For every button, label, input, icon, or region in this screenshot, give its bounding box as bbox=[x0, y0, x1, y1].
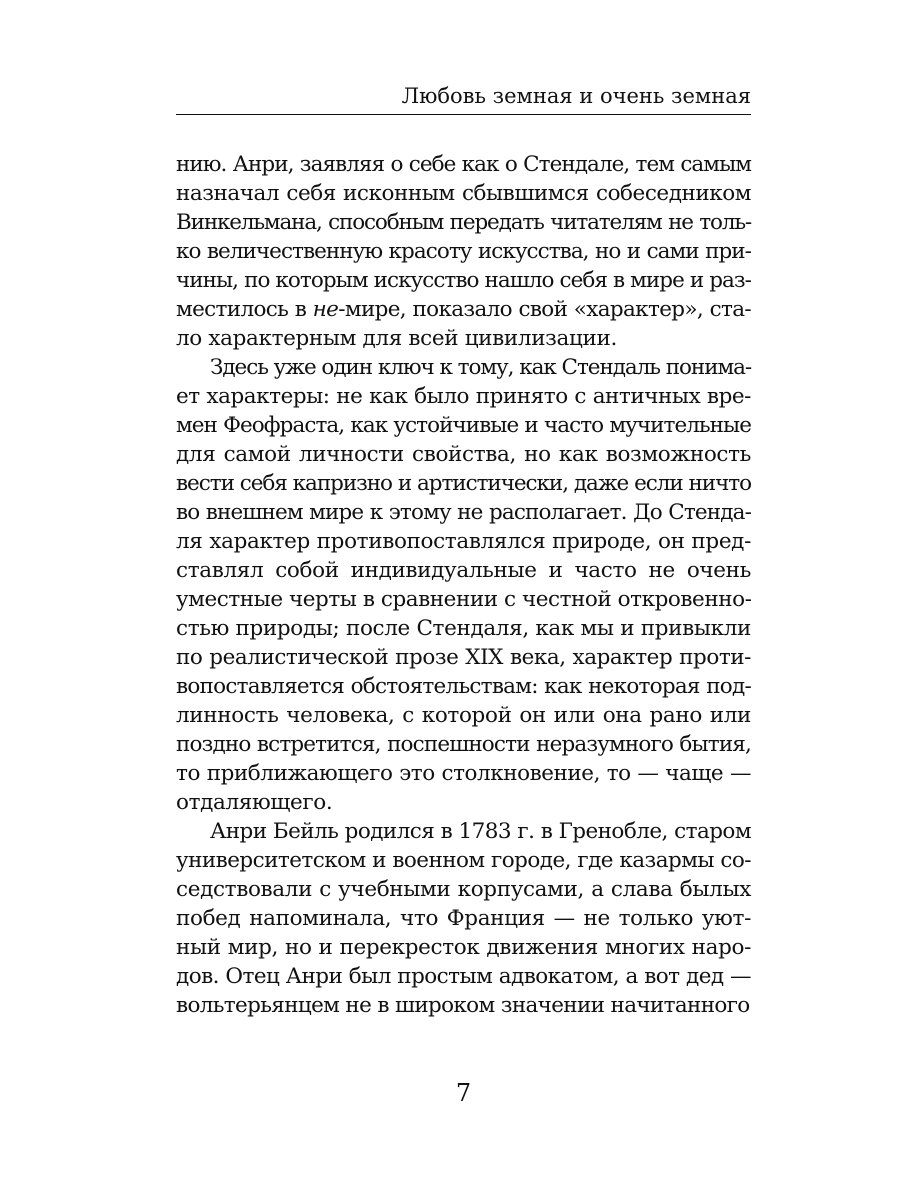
text-line bbox=[176, 962, 751, 991]
text-segment: чины, по которым искусство нашло себя в мире и раз- bbox=[176, 268, 751, 293]
text-segment: дов. Отец Анри был простым адвокатом, а вот дед — bbox=[176, 964, 751, 989]
header-rule bbox=[176, 114, 751, 115]
text-segment: ставлял собой индивидуальные и часто не очень bbox=[176, 558, 751, 583]
text-line bbox=[176, 730, 751, 759]
text-segment: -мире, показало свой «характер», ста- bbox=[338, 297, 751, 322]
text-line bbox=[176, 266, 751, 295]
text-segment: Винкельмана, способным передать читателям не толь- bbox=[176, 210, 751, 235]
text-line bbox=[176, 324, 751, 353]
text-segment: побед напоминала, что Франция — не только уют- bbox=[176, 906, 751, 931]
text-line bbox=[176, 614, 751, 643]
text-line bbox=[176, 353, 751, 382]
text-line bbox=[176, 498, 751, 527]
text-line bbox=[176, 295, 751, 324]
text-segment: по реалистической прозе XIX века, характер проти- bbox=[176, 645, 751, 670]
text-line bbox=[176, 846, 751, 875]
text-line bbox=[176, 904, 751, 933]
text-line bbox=[176, 556, 751, 585]
text-line bbox=[176, 788, 751, 817]
text-segment: Здесь уже один ключ к тому, как Стендаль понима- bbox=[210, 355, 752, 380]
text-segment: Анри Бейль родился в 1783 г. в Гренобле, старом bbox=[210, 819, 751, 844]
text-segment: ко величественную красоту искусства, но и сами при- bbox=[176, 239, 751, 264]
text-segment: мен Феофраста, как устойчивые и часто мучительные bbox=[176, 413, 751, 438]
text-segment: назначал себя исконным сбывшимся собеседником bbox=[176, 181, 751, 206]
paragraph bbox=[176, 817, 751, 1020]
text-segment: седствовали с учебными корпусами, а слава былых bbox=[176, 877, 751, 902]
text-line bbox=[176, 991, 751, 1020]
text-line bbox=[176, 237, 751, 266]
text-segment: местилось в bbox=[176, 297, 313, 322]
text-line bbox=[176, 933, 751, 962]
text-segment: университетском и военном городе, где казармы со- bbox=[176, 848, 751, 873]
text-line bbox=[176, 701, 751, 730]
text-segment: то приближающего это столкновение, то — чаще — bbox=[176, 761, 751, 786]
text-line bbox=[176, 440, 751, 469]
text-segment: вести себя капризно и артистически, даже если ничто bbox=[176, 471, 751, 496]
text-line bbox=[176, 817, 751, 846]
emphasis-text: не bbox=[312, 297, 339, 322]
text-segment: поздно встретится, поспешности неразумного бытия, bbox=[176, 732, 751, 757]
text-segment: ет характеры: не как было принято с античных вре- bbox=[176, 384, 751, 409]
text-line bbox=[176, 672, 751, 701]
page-number: 7 bbox=[455, 1079, 472, 1107]
text-segment: ля характер противопоставлялся природе, он пред- bbox=[176, 529, 751, 554]
text-segment: ло характерным для всей цивилизации. bbox=[176, 326, 617, 351]
text-line bbox=[176, 759, 751, 788]
text-line bbox=[176, 875, 751, 904]
text-segment: ный мир, но и перекресток движения многих наро- bbox=[176, 935, 751, 960]
text-line bbox=[176, 469, 751, 498]
text-segment: вольтерьянцем не в широком значении начитанного bbox=[176, 993, 750, 1018]
paragraph bbox=[176, 150, 751, 353]
text-line bbox=[176, 179, 751, 208]
text-segment: для самой личности свойства, но как возможность bbox=[176, 442, 751, 467]
text-line bbox=[176, 150, 751, 179]
text-segment: линность человека, с которой он или она рано или bbox=[176, 703, 751, 728]
text-segment: во внешнем мире к этому не располагает. До Стенда- bbox=[176, 500, 751, 525]
running-head: Любовь земная и очень земная bbox=[401, 84, 751, 108]
body-text bbox=[176, 150, 751, 1020]
text-line bbox=[176, 643, 751, 672]
text-line bbox=[176, 527, 751, 556]
text-segment: стью природы; после Стендаля, как мы и привыкли bbox=[176, 616, 751, 641]
text-line bbox=[176, 382, 751, 411]
text-line bbox=[176, 411, 751, 440]
text-segment: уместные черты в сравнении с честной откровенно- bbox=[176, 587, 752, 612]
paragraph bbox=[176, 353, 751, 817]
text-segment: вопоставляется обстоятельствам: как некоторая под- bbox=[176, 674, 751, 699]
text-segment: отдаляющего. bbox=[176, 790, 333, 815]
text-segment: нию. Анри, заявляя о себе как о Стендале, тем самым bbox=[176, 152, 751, 177]
text-line bbox=[176, 585, 751, 614]
text-line bbox=[176, 208, 751, 237]
